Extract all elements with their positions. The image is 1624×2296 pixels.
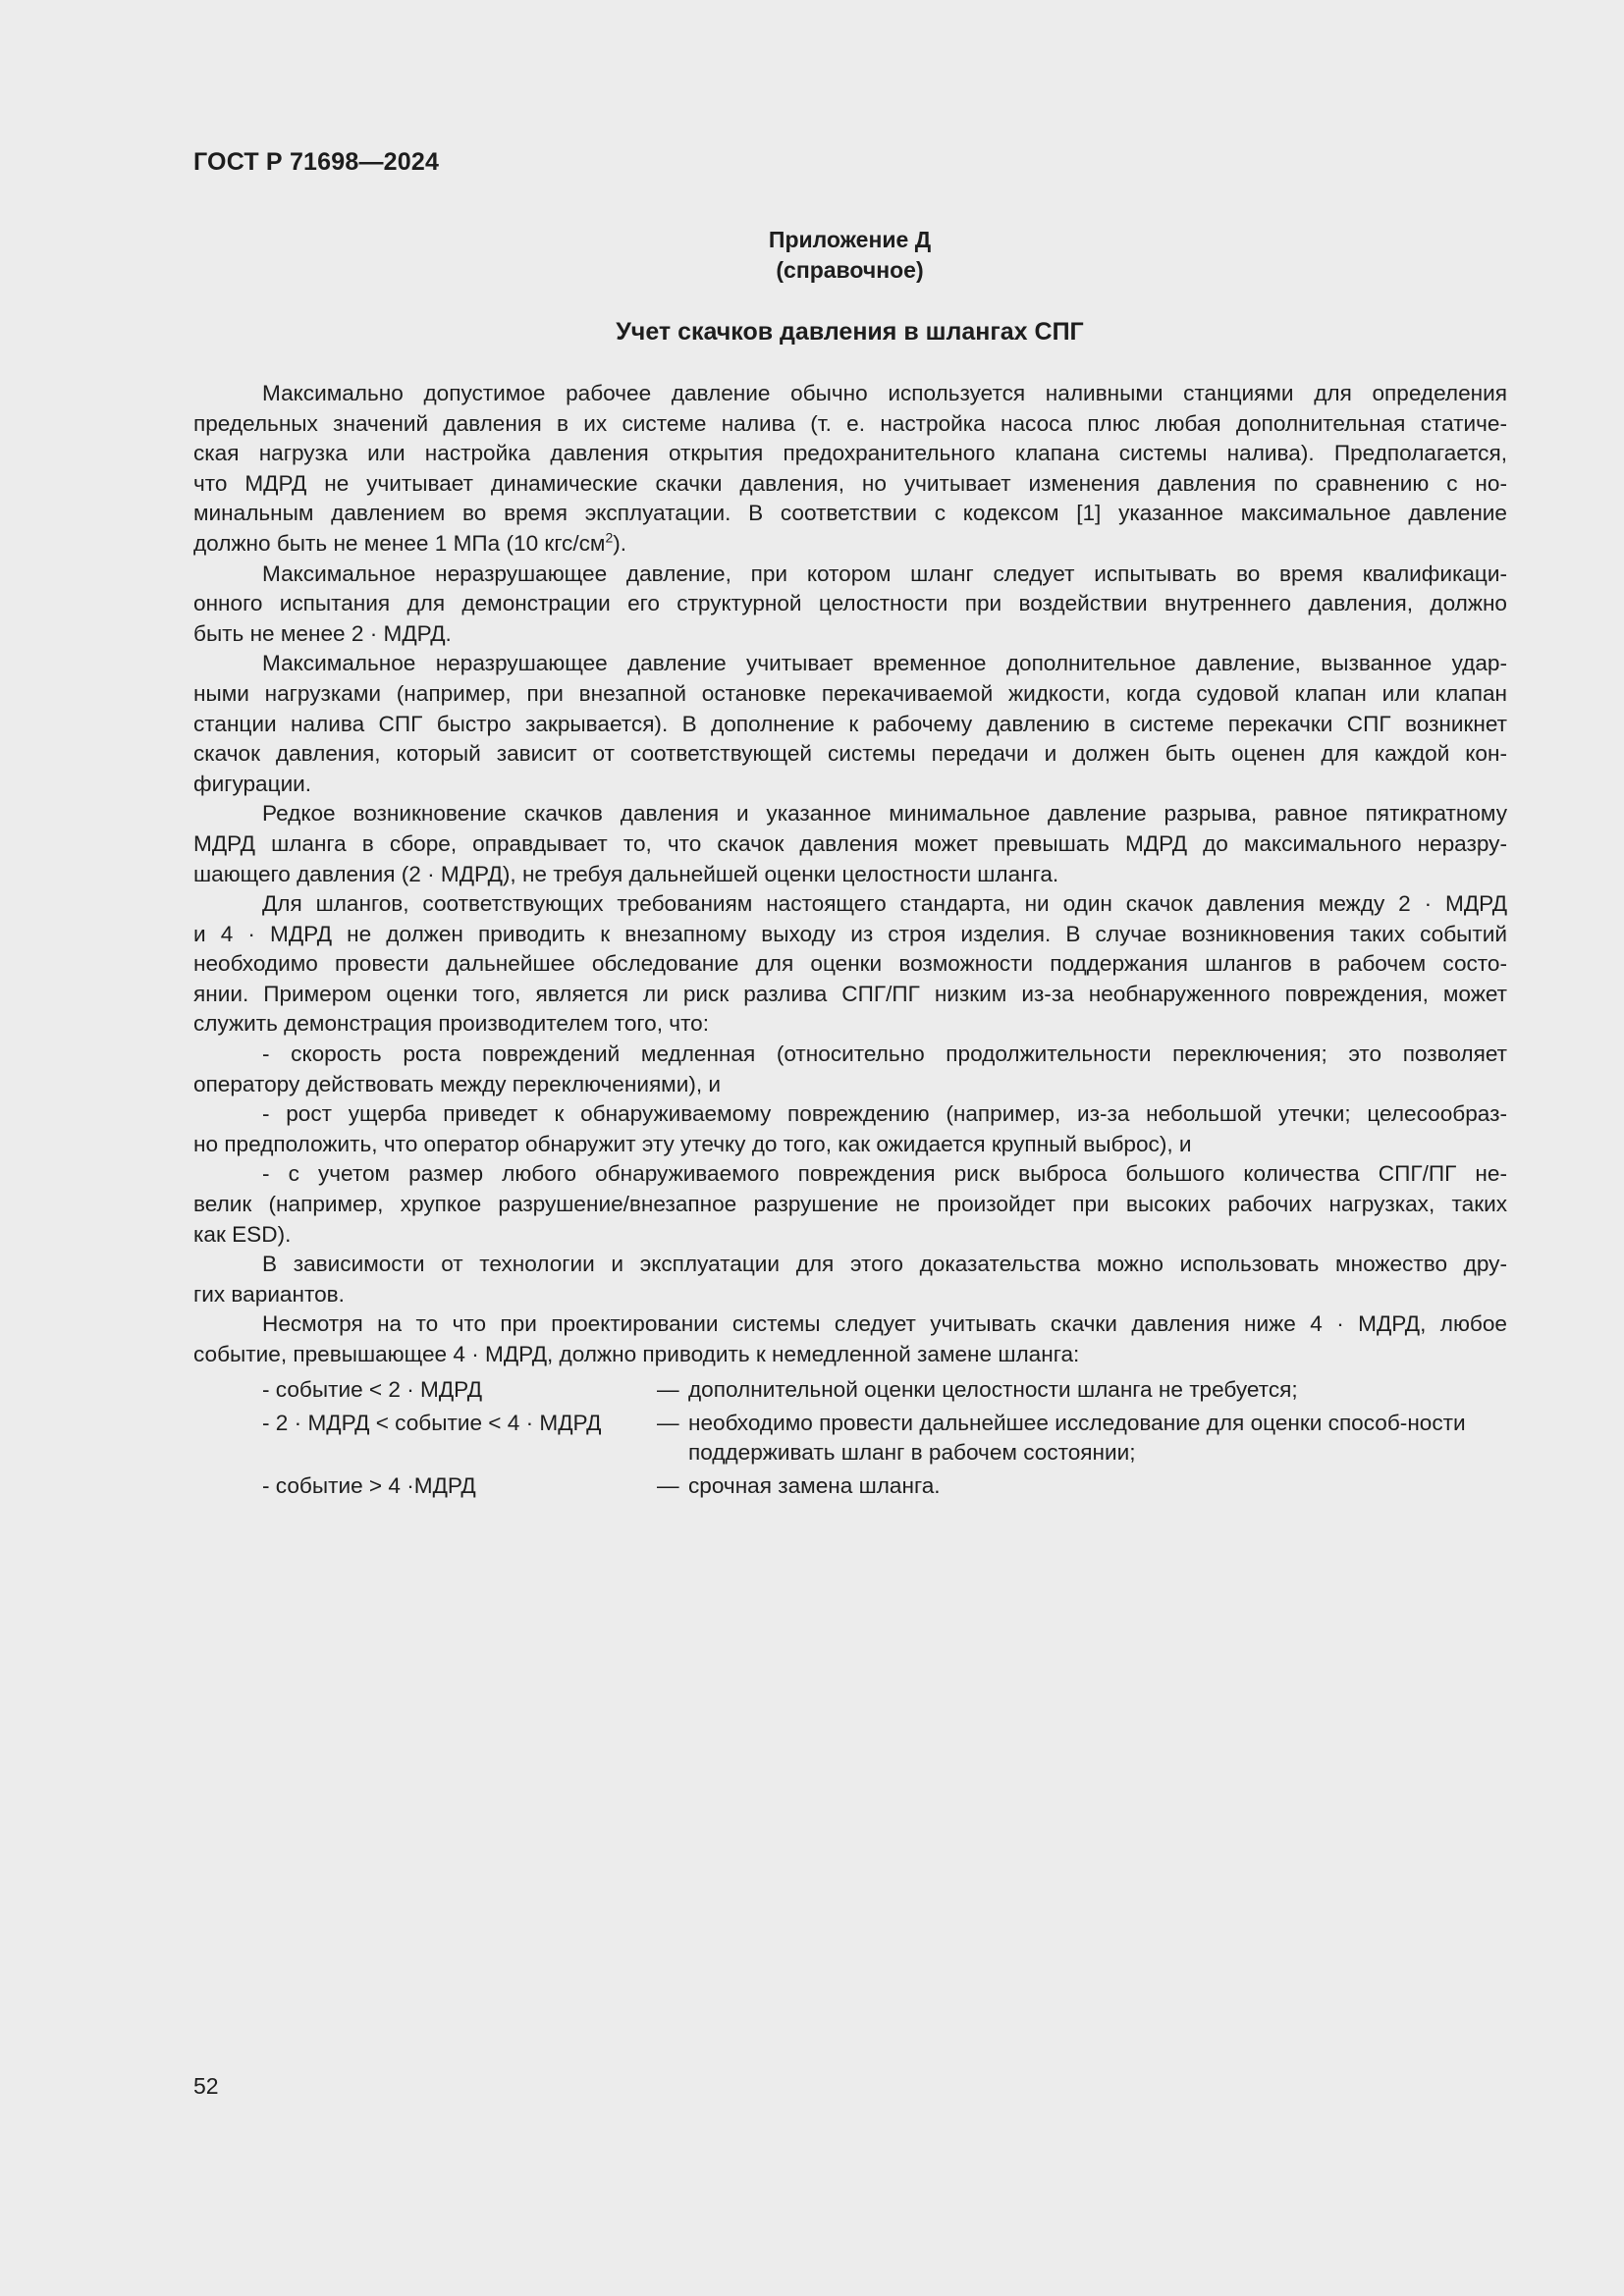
document-code: ГОСТ Р 71698—2024 xyxy=(193,148,440,176)
text-line: велик (например, хрупкое разрушение/внезапное разрушение не произойдет при высоких рабочих нагрузках, таких xyxy=(193,1192,1507,1217)
text-line: минальным давлением во время эксплуатации. В соответствии с кодексом [1] указанное максимальное давление xyxy=(193,501,1507,526)
criteria-dash: — xyxy=(657,1377,679,1402)
text-line: - скорость роста повреждений медленная (относительно продолжительности переключения; это позволяет xyxy=(262,1041,1507,1067)
paragraph-4 xyxy=(193,799,1507,889)
text-line: но предположить, что оператор обнаружит эту утечку до того, как ожидается крупный выброс), и xyxy=(193,1131,1192,1156)
text-line: Для шлангов, соответствующих требованиям настоящего стандарта, ни один скачок давления между 2 · МДРД xyxy=(262,891,1507,917)
annex-heading-block xyxy=(0,225,1624,286)
text-line: событие, превышающее 4 · МДРД, должно приводить к немедленной замене шланга: xyxy=(193,1342,1080,1366)
text-line: - рост ущерба приведет к обнаруживаемому повреждению (например, из-за небольшой утечки; целесообраз- xyxy=(262,1101,1507,1127)
criteria-list xyxy=(262,1375,1507,1504)
criteria-action: срочная замена шланга. xyxy=(688,1472,941,1498)
text-line: фигурации. xyxy=(193,771,312,796)
text-fragment: ). xyxy=(613,530,627,556)
text-line: В зависимости от технологии и эксплуатации для этого доказательства можно использовать множество дру- xyxy=(262,1252,1507,1277)
criteria-row xyxy=(262,1409,1507,1468)
text-line: оператору действовать между переключениями), и xyxy=(193,1071,722,1096)
text-line: ская нагрузка или настройка давления открытия предохранительного клапана системы налива). Предполагается, xyxy=(193,441,1507,466)
text-line: Максимальное неразрушающее давление учитывает временное дополнительное давление, вызванное удар- xyxy=(262,651,1507,676)
text-line: станции налива СПГ быстро закрывается). В дополнение к рабочему давлению в системе перекачки СПГ возникнет xyxy=(193,711,1507,736)
text-line: - с учетом размер любого обнаруживаемого повреждения риск выброса большого количества СПГ/ПГ не- xyxy=(262,1161,1507,1187)
text-line: ными нагрузками (например, при внезапной остановке перекачиваемой жидкости, когда судовой клапан или клапан xyxy=(193,680,1507,706)
text-line: необходимо провести дальнейшее обследование для оценки возможности поддержания шлангов в рабочем состо- xyxy=(193,951,1507,977)
criteria-action: дополнительной оценки целостности шланга не требуется; xyxy=(688,1377,1298,1402)
annex-subtitle: (справочное) xyxy=(776,257,924,283)
text-line: служить демонстрация производителем того, что: xyxy=(193,1011,710,1037)
criteria-condition: - 2 · МДРД < событие < 4 · МДРД xyxy=(262,1410,602,1435)
paragraph-1 xyxy=(193,379,1507,560)
bullet-item-1 xyxy=(193,1040,1507,1099)
text-line: Редкое возникновение скачков давления и указанное минимальное давление разрыва, равное пятикратному xyxy=(262,801,1507,827)
paragraph-3 xyxy=(193,649,1507,799)
text-line: шающего давления (2 · МДРД), не требуя дальнейшей оценки целостности шланга. xyxy=(193,861,1059,886)
text-line: Максимальное неразрушающее давление, при котором шланг следует испытывать во время квалификаци- xyxy=(262,561,1507,586)
text-line: янии. Примером оценки того, является ли риск разлива СПГ/ПГ низким из-за необнаруженного повреждения, может xyxy=(193,981,1507,1006)
text-fragment: должно быть не менее 1 МПа (10 кгс/см xyxy=(193,530,606,556)
text-line: онного испытания для демонстрации его структурной целостности при воздействии внутреннего давления, должно xyxy=(193,591,1507,616)
annex-title: Приложение Д xyxy=(768,227,932,252)
text-line: МДРД шланга в сборе, оправдывает то, что скачок давления может превышать МДРД до максимального неразру- xyxy=(193,830,1507,856)
paragraph-7 xyxy=(193,1309,1507,1369)
bullet-item-3 xyxy=(193,1159,1507,1250)
criteria-condition: - событие < 2 · МДРД xyxy=(262,1377,483,1402)
page-number: 52 xyxy=(193,2073,219,2099)
paragraph-5 xyxy=(193,889,1507,1040)
text-line: предельных значений давления в их системе налива (т. е. настройка насоса плюс любая дополнительная статиче- xyxy=(193,410,1507,436)
paragraph-6 xyxy=(193,1250,1507,1309)
text-line xyxy=(193,529,1507,560)
criteria-dash: — xyxy=(657,1472,679,1498)
text-line: что МДРД не учитывает динамические скачки давления, но учитывает изменения давления по сравнению с но- xyxy=(193,470,1507,496)
superscript: 2 xyxy=(605,529,614,546)
criteria-action: необходимо провести дальнейшее исследование для оценки способ-ности поддерживать шланг в рабочем состоянии; xyxy=(688,1410,1466,1466)
bullet-item-2 xyxy=(193,1099,1507,1159)
criteria-dash: — xyxy=(657,1410,679,1435)
text-line: как ESD). xyxy=(193,1221,292,1247)
text-line: Максимально допустимое рабочее давление обычно используется наливными станциями для определения xyxy=(262,381,1507,405)
text-line: быть не менее 2 · МДРД. xyxy=(193,620,452,646)
criteria-condition: - событие > 4 ·МДРД xyxy=(262,1472,476,1498)
criteria-row xyxy=(262,1375,1507,1406)
text-line: и 4 · МДРД не должен приводить к внезапному выходу из строя изделия. В случае возникновения таких событий xyxy=(193,921,1507,946)
body-text xyxy=(193,379,1507,1370)
criteria-row xyxy=(262,1471,1507,1502)
text-line: скачок давления, который зависит от соответствующей системы передачи и должен быть оценен для каждой кон- xyxy=(193,741,1507,767)
text-line: гих вариантов. xyxy=(193,1281,345,1307)
section-heading: Учет скачков давления в шлангах СПГ xyxy=(616,318,1084,346)
paragraph-2 xyxy=(193,560,1507,650)
text-line: Несмотря на то что при проектировании системы следует учитывать скачки давления ниже 4 · МДРД, любое xyxy=(262,1311,1507,1337)
